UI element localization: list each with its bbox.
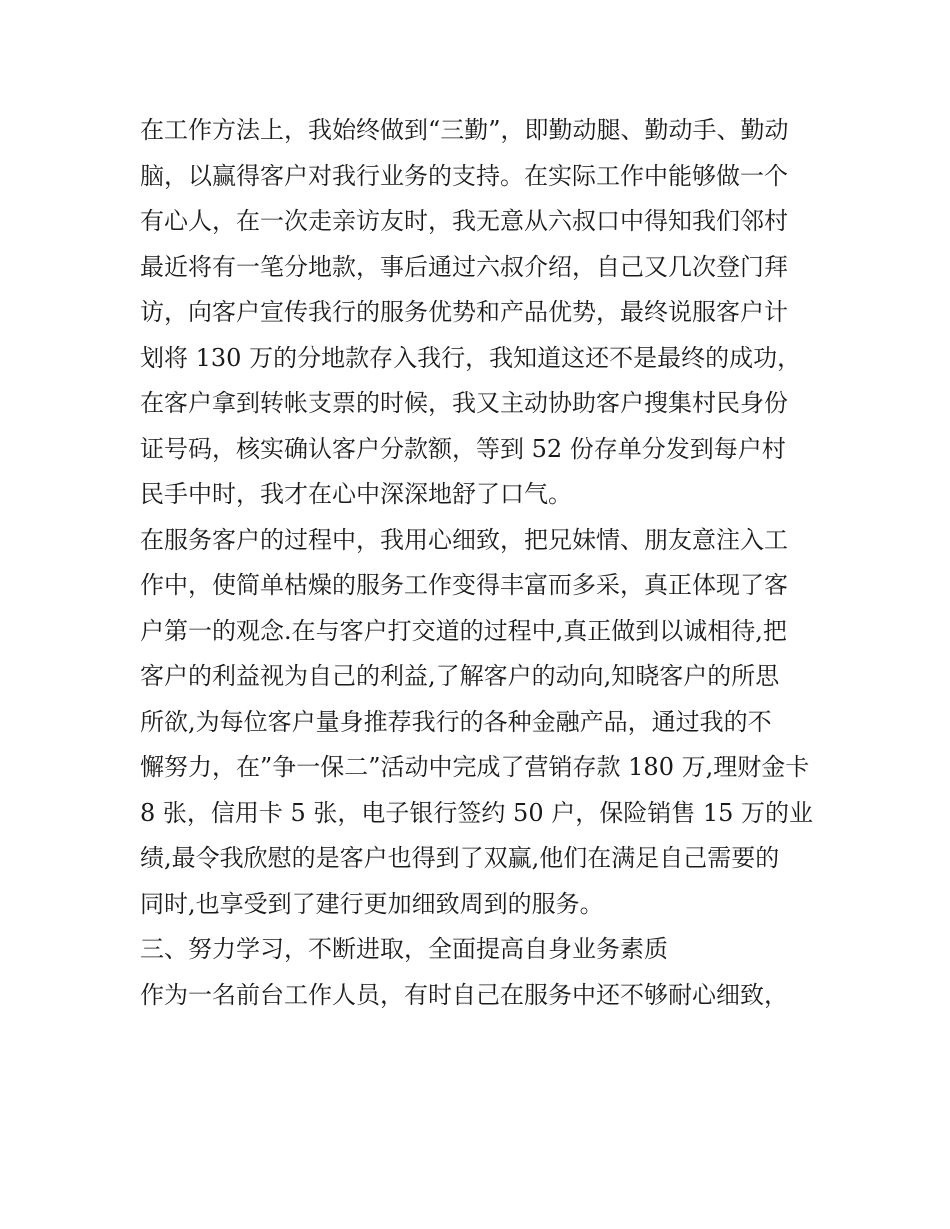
text-line: 户第一的观念.在与客户打交道的过程中,真正做到以诚相待,把	[140, 616, 787, 645]
text-line: 8 张，信用卡 5 张，电子银行签约 50 户，保险销售 15 万的业	[140, 798, 814, 827]
text-line: 脑，以赢得客户对我行业务的支持。在实际工作中能够做一个	[140, 161, 788, 190]
section-heading: 三、努力学习，不断进取，全面提高自身业务素质	[140, 935, 668, 963]
text-line: 绩,最令我欣慰的是客户也得到了双赢,他们在满足自己需要的	[140, 844, 780, 872]
text-line: 民手中时，我才在心中深深地舒了口气。	[140, 480, 572, 508]
text-line: 划将 130 万的分地款存入我行，我知道这还不是最终的成功，	[140, 343, 802, 372]
body-text	[140, 108, 820, 1018]
text-line: 懈努力，在”争一保二”活动中完成了营销存款 180 万,理财金卡	[140, 753, 810, 781]
text-line: 客户的利益视为自己的利益,了解客户的动向,知晓客户的所思	[140, 662, 780, 690]
text-line: 所欲,为每位客户量身推荐我行的各种金融产品，通过我的不	[140, 707, 772, 736]
text-line: 证号码，核实确认客户分款额，等到 52 份存单分发到每户村	[140, 434, 786, 463]
text-line: 在服务客户的过程中，我用心细致，把兄妹情、朋友意注入工	[140, 525, 788, 554]
text-line: 在客户拿到转帐支票的时候，我又主动协助客户搜集村民身份	[140, 389, 788, 417]
text-line: 有心人，在一次走亲访友时，我无意从六叔口中得知我们邻村	[140, 207, 788, 235]
text-line: 最近将有一笔分地款，事后通过六叔介绍，自己又几次登门拜	[140, 252, 788, 281]
text-line: 访，向客户宣传我行的服务优势和产品优势，最终说服客户计	[140, 298, 788, 326]
text-line: 在工作方法上，我始终做到“三勤”，即勤动腿、勤动手、勤动	[140, 116, 789, 144]
text-line: 同时,也享受到了建行更加细致周到的服务。	[140, 889, 604, 918]
text-line: 作为一名前台工作人员，有时自己在服务中还不够耐心细致，	[140, 980, 788, 1009]
text-line: 作中，使简单枯燥的服务工作变得丰富而多采，真正体现了客	[140, 571, 788, 599]
